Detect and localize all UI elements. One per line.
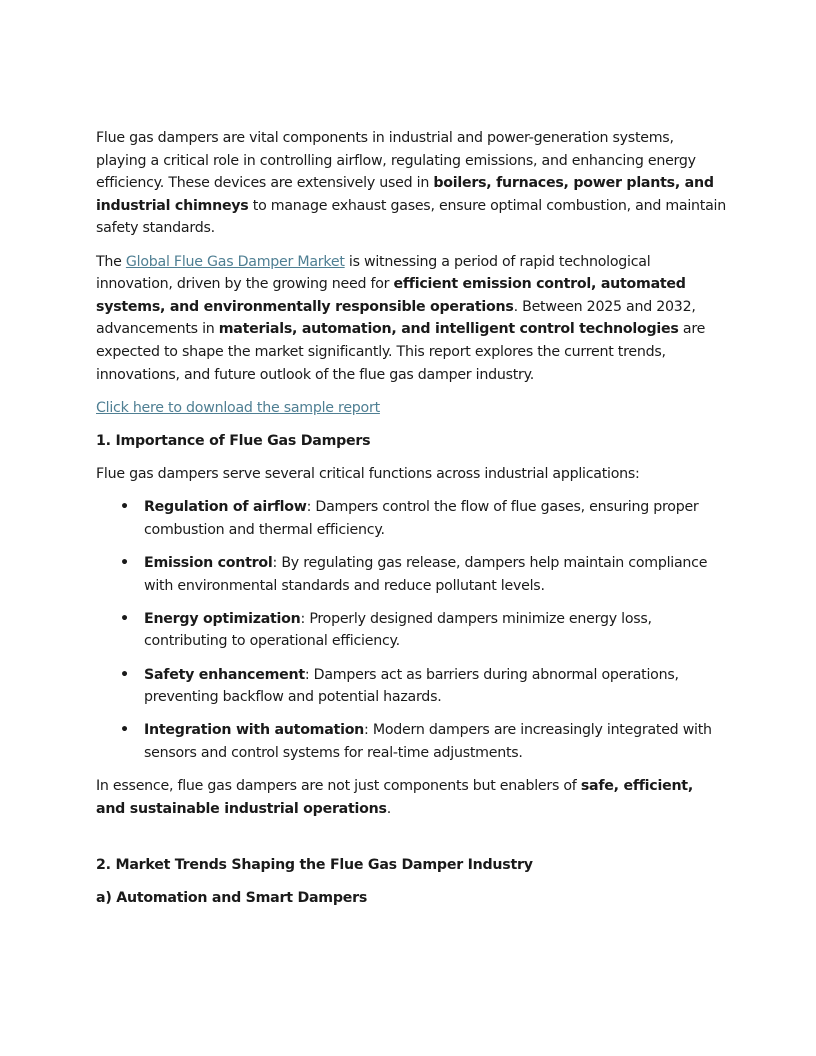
market-paragraph: The Global Flue Gas Damper Market is witnessing a period of rapid technological innovation, driven by the growing need for efficient emission control, automated systems, and environmentally responsible operations. Between 2025 and 2032, advancements in materials, automation, and intelligent control technologies are expected to shape the market significantly. This report explores the current trends, innovations, and future outlook of the flue gas damper industry. xyxy=(96,253,706,383)
bullet-icon: • xyxy=(120,666,129,683)
importance-list xyxy=(96,496,726,764)
download-paragraph xyxy=(96,397,726,420)
intro-paragraph: Flue gas dampers are vital components in industrial and power-generation systems, playing a critical role in controlling airflow, regulating emissions, and enhancing energy efficiency. These devices are extensively used in boilers, furnaces, power plants, and industrial chimneys to manage exhaust gases, ensure optimal combustion, and maintain safety standards. xyxy=(96,130,726,237)
section2-subheading: a) Automation and Smart Dampers xyxy=(96,889,368,906)
spacer xyxy=(96,831,726,854)
download-sample-link[interactable]: Click here to download the sample report xyxy=(96,399,380,416)
section1-summary: In essence, flue gas dampers are not just components but enablers of safe, efficient, and sustainable industrial operations. xyxy=(96,778,693,817)
bullet-icon: • xyxy=(120,722,129,739)
list-item: • Energy optimization: Properly designed dampers minimize energy loss, contributing to operational efficiency. xyxy=(96,608,726,653)
market-link[interactable]: Global Flue Gas Damper Market xyxy=(125,253,345,270)
list-item: • Integration with automation: Modern dampers are increasingly integrated with sensors and control systems for real-time adjustments. xyxy=(96,719,726,764)
list-item: • Emission control: By regulating gas release, dampers help maintain compliance with environmental standards and reduce pollutant levels. xyxy=(96,552,726,597)
section1-heading: 1. Importance of Flue Gas Dampers xyxy=(96,432,371,449)
list-item: • Regulation of airflow: Dampers control the flow of flue gases, ensuring proper combustion and thermal efficiency. xyxy=(96,496,726,541)
section1-lead: Flue gas dampers serve several critical functions across industrial applications: xyxy=(96,466,640,483)
list-item: • Safety enhancement: Dampers act as barriers during abnormal operations, preventing backflow and potential hazards. xyxy=(96,664,726,709)
bullet-icon: • xyxy=(120,499,129,516)
document-page xyxy=(96,127,726,920)
bullet-icon: • xyxy=(120,610,129,627)
section2-heading: 2. Market Trends Shaping the Flue Gas Damper Industry xyxy=(96,856,533,873)
bullet-icon: • xyxy=(120,555,129,572)
